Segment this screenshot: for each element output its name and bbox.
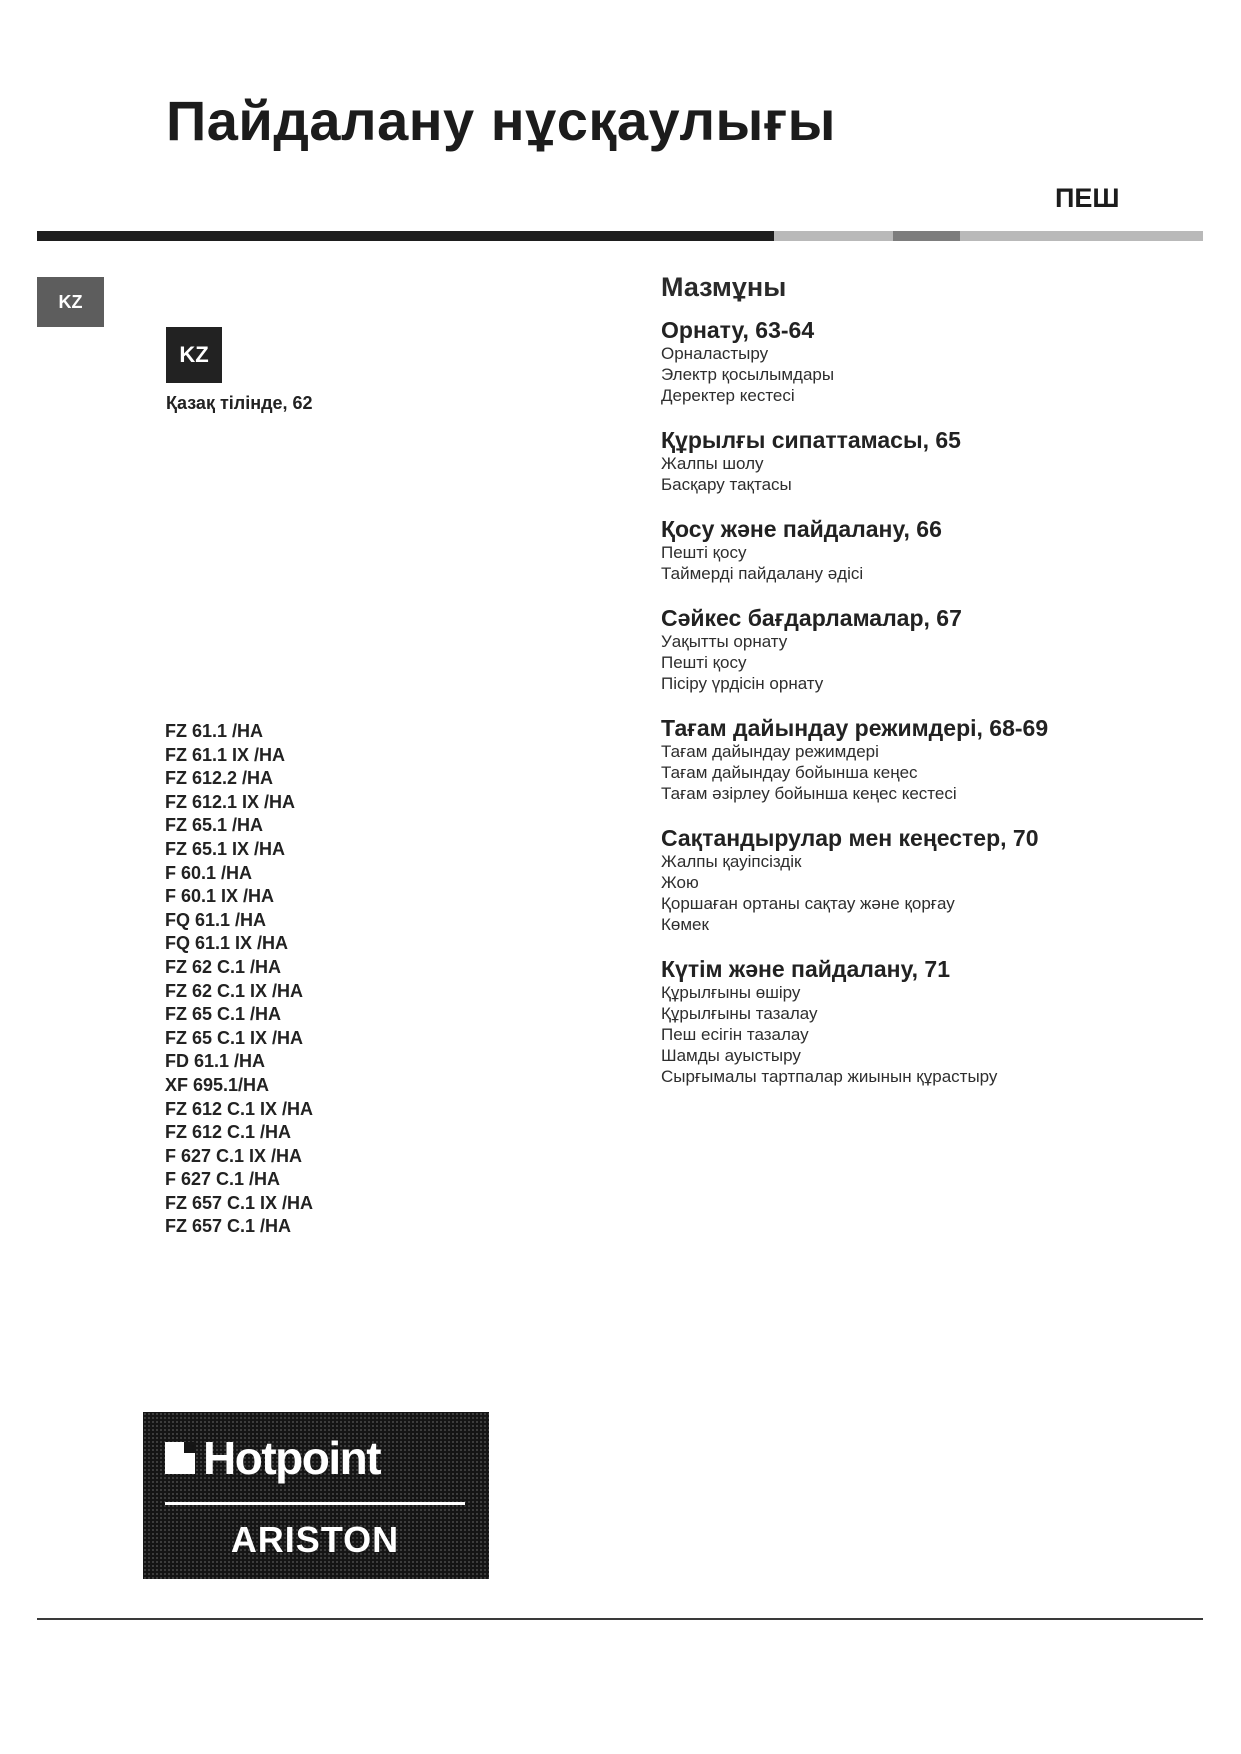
model-number: FQ 61.1 /HA [165, 909, 267, 930]
header-rule [37, 231, 1203, 241]
toc-item: Тағам дайындау режимдері [661, 742, 879, 761]
toc-item: Таймерді пайдалану әдісі [661, 564, 864, 583]
model-number: FZ 65 C.1 IX /HA [165, 1027, 304, 1048]
model-number: FZ 657 C.1 IX /HA [165, 1192, 314, 1213]
product-category: ПЕШ [1055, 183, 1120, 213]
toc-section [661, 956, 1201, 1087]
toc-section [661, 516, 1201, 584]
toc-item: Деректер кестесі [661, 386, 795, 405]
logo-brand-text: Hotpoint [203, 1432, 381, 1484]
toc-section [661, 825, 1201, 935]
toc-item: Уақытты орнату [661, 632, 788, 651]
logo-subbrand-text: ARISTON [230, 1519, 400, 1560]
model-number: FZ 65.1 /HA [165, 815, 264, 836]
document-title: Пайдалану нұсқаулығы [166, 89, 836, 152]
toc-item: Пеш есігін тазалау [661, 1025, 809, 1044]
toc-section [661, 715, 1201, 804]
model-number: FZ 612 C.1 IX /HA [165, 1098, 314, 1119]
toc-item: Сырғымалы тартпалар жиынын құрастыру [661, 1067, 998, 1086]
model-number: F 60.1 IX /HA [165, 886, 275, 907]
model-number: FZ 657 C.1 /HA [165, 1216, 292, 1237]
model-number: FD 61.1 /HA [165, 1051, 266, 1072]
toc-item: Шамды ауыстыру [661, 1046, 801, 1065]
model-number: FQ 61.1 IX /HA [165, 933, 289, 954]
model-number: F 627 C.1 IX /HA [165, 1145, 303, 1166]
toc-item: Басқару тақтасы [661, 475, 792, 494]
model-number: F 60.1 /HA [165, 862, 253, 883]
hotpoint-ariston-logo [143, 1412, 489, 1579]
model-number: XF 695.1/HA [165, 1074, 270, 1095]
toc-item: Орналастыру [661, 344, 769, 363]
toc-item: Құрылғыны тазалау [661, 1004, 818, 1023]
model-list [165, 720, 313, 1239]
toc-item: Құрылғыны өшіру [661, 983, 801, 1002]
toc-heading: Сәйкес бағдарламалар, 67 [661, 605, 962, 631]
toc-heading: Қосу және пайдалану, 66 [661, 516, 942, 542]
model-number: FZ 62 C.1 IX /HA [165, 980, 304, 1001]
language-side-tab: KZ [37, 277, 104, 327]
toc-item: Жалпы қауіпсіздік [661, 852, 802, 871]
table-of-contents [661, 271, 1201, 1108]
toc-item: Электр қосылымдары [661, 365, 835, 384]
toc-section [661, 427, 1201, 495]
toc-section [661, 317, 1201, 406]
toc-heading: Сақтандырулар мен кеңестер, 70 [661, 825, 1039, 851]
toc-section [661, 605, 1201, 694]
toc-item: Пешті қосу [661, 653, 747, 672]
toc-heading: Орнату, 63-64 [661, 317, 815, 343]
model-number: FZ 61.1 IX /HA [165, 744, 286, 765]
toc-heading: Тағам дайындау режимдері, 68-69 [661, 715, 1049, 741]
language-label: Қазақ тілінде, 62 [166, 393, 313, 413]
model-number: FZ 65.1 IX /HA [165, 838, 286, 859]
toc-item: Жалпы шолу [661, 454, 764, 473]
model-number: FZ 612.1 IX /HA [165, 791, 296, 812]
language-badge: KZ [166, 327, 222, 383]
toc-item: Қоршаған ортаны сақтау және қорғау [661, 894, 955, 913]
model-number: FZ 62 C.1 /HA [165, 956, 282, 977]
model-number: FZ 612 C.1 /HA [165, 1122, 292, 1143]
footer-rule [37, 1618, 1203, 1620]
model-number: FZ 61.1 /HA [165, 721, 264, 741]
toc-item: Тағам дайындау бойынша кеңес [661, 763, 918, 782]
toc-item: Тағам әзірлеу бойынша кеңес кестесі [661, 784, 957, 803]
toc-item: Жою [661, 873, 699, 892]
toc-item: Пешті қосу [661, 543, 747, 562]
toc-item: Көмек [661, 915, 709, 934]
model-number: FZ 612.2 /HA [165, 768, 274, 789]
model-number: F 627 C.1 /HA [165, 1169, 281, 1190]
model-number: FZ 65 C.1 /HA [165, 1004, 282, 1025]
toc-title: Мазмұны [661, 272, 787, 302]
toc-heading: Күтім және пайдалану, 71 [661, 956, 950, 982]
toc-item: Пісіру үрдісін орнату [661, 674, 824, 693]
toc-heading: Құрылғы сипаттамасы, 65 [661, 427, 961, 453]
